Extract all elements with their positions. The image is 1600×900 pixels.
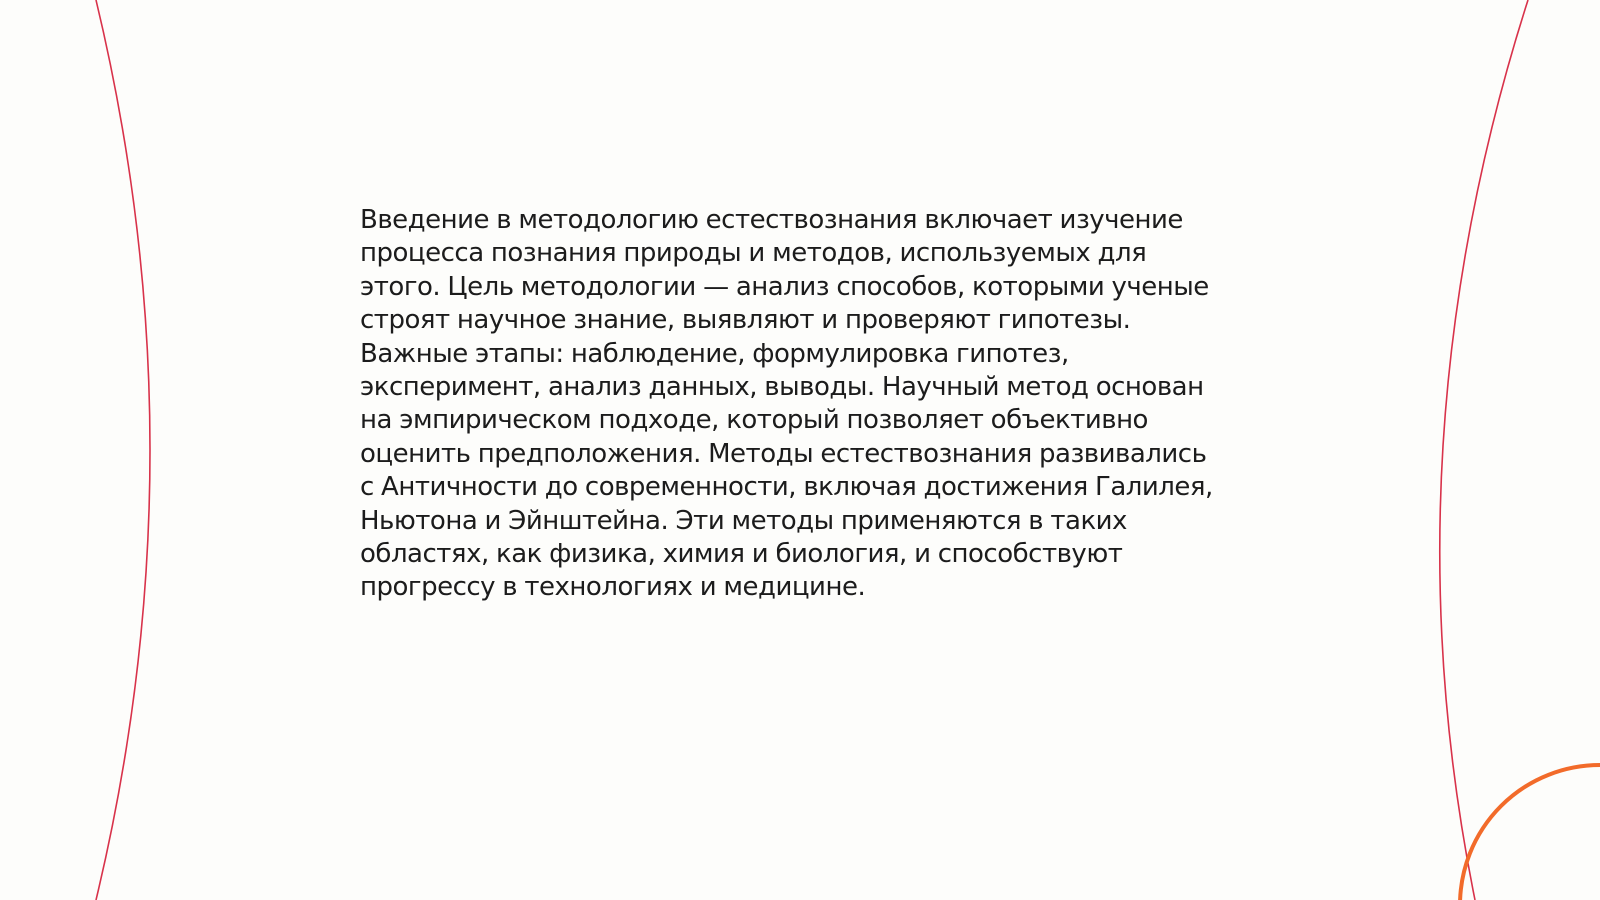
text-line: Введение в методологию естествознания включает изучение	[360, 205, 1183, 235]
left-curve-decoration	[96, 0, 150, 900]
text-line: Ньютона и Эйнштейна. Эти методы применяются в таких	[360, 505, 1127, 536]
right-curve-decoration	[1440, 0, 1528, 900]
corner-arc-decoration	[1460, 765, 1600, 900]
text-line: прогрессу в технологиях и медицине.	[360, 572, 866, 603]
text-line: строят научное знание, выявляют и проверяют гипотезы.	[360, 305, 1131, 336]
text-line: этого. Цель методологии — анализ способов, которыми ученые	[360, 271, 1209, 302]
text-line: на эмпирическом подходе, который позволяет объективно	[360, 405, 1148, 436]
text-line: процесса познания природы и методов, используемых для	[360, 238, 1147, 269]
body-paragraph	[360, 204, 1260, 605]
text-line: с Античности до современности, включая достижения Галилея,	[360, 472, 1213, 503]
text-line: оценить предположения. Методы естествознания развивались	[360, 438, 1207, 469]
text-line: эксперимент, анализ данных, выводы. Научный метод основан	[360, 372, 1204, 403]
text-line: Важные этапы: наблюдение, формулировка гипотез,	[360, 338, 1069, 369]
text-line: областях, как физика, химия и биология, и способствуют	[360, 539, 1123, 570]
